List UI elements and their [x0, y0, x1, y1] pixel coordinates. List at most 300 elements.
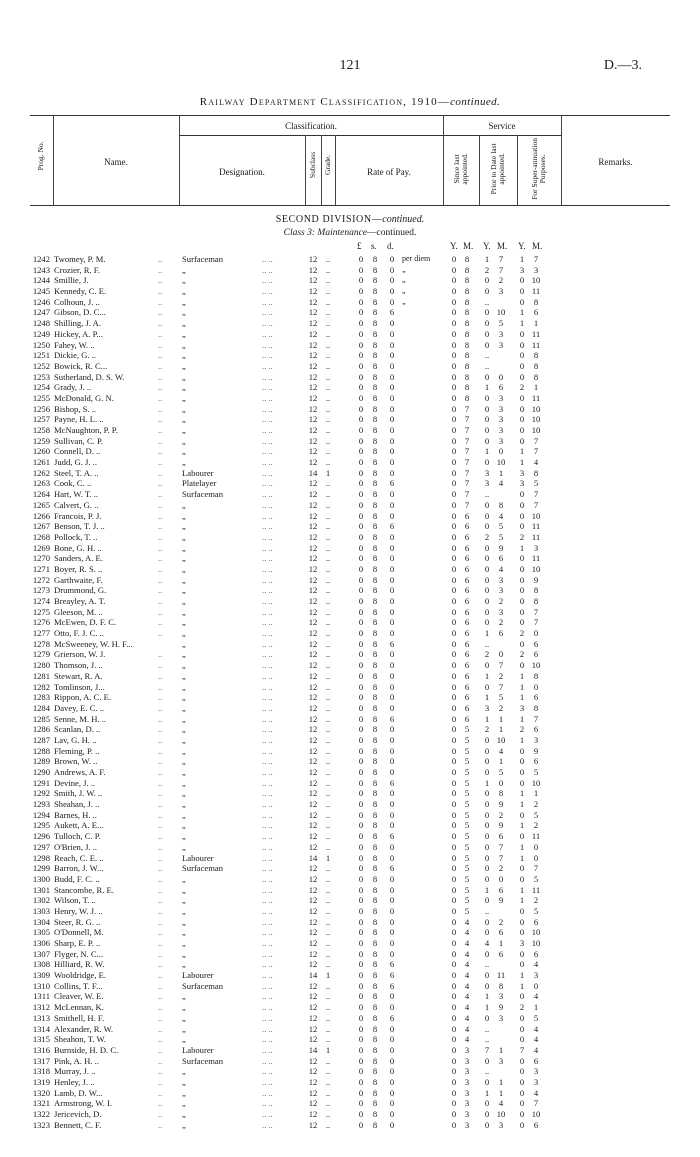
- cell-pay-shillings: 8: [372, 275, 378, 286]
- cell-pay-pounds: 0: [358, 809, 364, 820]
- cell-prior-months: 8: [498, 980, 504, 991]
- cell-super-years: 0: [519, 905, 525, 916]
- cell-subclass: 12: [308, 264, 318, 275]
- cell-designation: „: [182, 499, 186, 510]
- cell-prior-months: 6: [498, 884, 504, 895]
- cell-subclass: 12: [308, 841, 318, 852]
- cell-subclass: 12: [308, 638, 318, 649]
- cell-subclass: 12: [308, 1023, 318, 1034]
- cell-pay-shillings: 8: [372, 435, 378, 446]
- cell-super-months: 6: [533, 1119, 539, 1130]
- cell-since-years: 0: [451, 254, 457, 264]
- cell-pay-pounds: 0: [358, 756, 364, 767]
- table-row: [30, 307, 670, 318]
- cell-subclass: 12: [308, 275, 318, 286]
- cell-since-years: 0: [451, 692, 457, 703]
- cell-super-years: 0: [519, 916, 525, 927]
- cell-name: Colhoun, J. ..: [54, 296, 100, 307]
- cell-pay-pounds: 0: [358, 510, 364, 521]
- cell-prior-years: 0: [484, 1109, 490, 1119]
- cell-pay-shillings: 8: [372, 478, 378, 489]
- cell-super-years: 2: [519, 628, 525, 639]
- cell-subclass: 12: [308, 392, 318, 403]
- cell-super-years: 0: [519, 745, 525, 756]
- table-row: [30, 724, 670, 735]
- cell-since-years: 0: [451, 1034, 457, 1045]
- cell-grade: ..: [325, 457, 331, 468]
- cell-name: Grierson, W. J.: [54, 649, 106, 660]
- cell-name: McLennan, K.: [54, 1002, 104, 1013]
- cell-designation: „: [182, 660, 186, 671]
- cell-name: Andrews, A. F.: [54, 767, 106, 777]
- cell-leader-dots: .. ..: [262, 339, 273, 350]
- cell-grade: ..: [325, 531, 331, 542]
- cell-pay-pounds: 0: [358, 392, 364, 403]
- cell-prior-years: 0: [484, 970, 490, 981]
- cell-super-months: 8: [533, 596, 539, 606]
- cell-pay-pence: 6: [389, 1012, 395, 1023]
- cell-grade: ..: [325, 510, 331, 521]
- cell-grade: ..: [325, 307, 331, 318]
- cell-leader-dots: ..: [158, 254, 163, 264]
- cell-prog-no: 1315: [32, 1034, 50, 1045]
- cell-leader-dots: .. ..: [262, 553, 273, 564]
- cell-prior-years: 0: [484, 510, 490, 521]
- cell-since-months: 5: [464, 809, 470, 820]
- cell-designation: „: [182, 585, 186, 596]
- cell-prog-no: 1314: [32, 1023, 50, 1034]
- cell-leader-dots: ..: [158, 318, 163, 329]
- cell-name: McEwen, D. F. C.: [54, 617, 117, 628]
- cell-leader-dots: .. ..: [262, 307, 273, 318]
- cell-since-years: 0: [451, 1066, 457, 1077]
- cell-subclass: 12: [308, 756, 318, 767]
- cell-grade: ..: [325, 435, 331, 446]
- cell-pay-shillings: 8: [372, 542, 378, 553]
- cell-prog-no: 1306: [32, 938, 50, 948]
- cell-name: Calvert, G. ..: [54, 499, 99, 510]
- table-row: [30, 1024, 670, 1035]
- division-title-main: SECOND DIVISION—: [275, 214, 383, 225]
- cell-since-years: 0: [451, 831, 457, 842]
- table-row: [30, 1120, 670, 1131]
- table-row: [30, 1056, 670, 1067]
- cell-pay-pounds: 0: [358, 296, 364, 307]
- cell-leader-dots: ..: [158, 831, 163, 842]
- cell-pay-pounds: 0: [358, 1055, 364, 1066]
- cell-prior-years: 1: [484, 1002, 490, 1013]
- cell-since-months: 5: [464, 724, 470, 735]
- cell-leader-dots: ..: [158, 713, 163, 724]
- cell-pay-pounds: 0: [358, 360, 364, 371]
- cell-since-months: 6: [464, 649, 470, 660]
- cell-pay-pounds: 0: [358, 734, 364, 745]
- table-row: [30, 564, 670, 575]
- cell-leader-dots: ..: [158, 328, 163, 339]
- cell-super-months: 10: [531, 777, 541, 788]
- cell-leader-dots: ..: [158, 702, 163, 713]
- cell-leader-dots: ..: [158, 350, 163, 361]
- cell-pay-pence: 0: [389, 414, 395, 425]
- table-row: [30, 521, 670, 532]
- cell-subclass: 12: [308, 531, 318, 542]
- cell-subclass: 12: [308, 1109, 318, 1119]
- cell-pay-pounds: 0: [358, 692, 364, 703]
- cell-super-years: 0: [519, 414, 525, 425]
- cell-super-years: 0: [519, 521, 525, 532]
- cell-leader-dots: .. ..: [262, 435, 273, 446]
- cell-subclass: 12: [308, 927, 318, 938]
- cell-since-months: 7: [464, 435, 470, 446]
- cell-pay-pence: 0: [389, 425, 395, 435]
- cell-pay-pence: 0: [389, 670, 395, 681]
- cell-pay-pounds: 0: [358, 1119, 364, 1130]
- cell-grade: ..: [325, 660, 331, 671]
- cell-since-years: 0: [451, 970, 457, 981]
- cell-name: Tulloch, C. P.: [54, 831, 101, 842]
- cell-subclass: 12: [308, 777, 318, 788]
- cell-pay-pence: 0: [389, 841, 395, 852]
- cell-designation: „: [182, 670, 186, 681]
- cell-prior-years: 0: [484, 1012, 490, 1023]
- cell-pay-shillings: 8: [372, 660, 378, 671]
- cell-leader-dots: .. ..: [262, 927, 273, 938]
- cell-leader-dots: ..: [158, 574, 163, 585]
- cell-grade: ..: [325, 959, 331, 970]
- cell-pay-shillings: 8: [372, 1066, 378, 1077]
- cell-super-months: 7: [533, 863, 539, 874]
- cell-pay-pence: 0: [389, 1119, 395, 1130]
- cell-pay-shillings: 8: [372, 970, 378, 981]
- cell-prior-months: 4: [498, 1098, 504, 1109]
- staff-rows: [30, 254, 670, 1130]
- table-row: [30, 286, 670, 297]
- cell-prog-no: 1268: [32, 531, 50, 542]
- cell-super-years: 1: [519, 734, 525, 745]
- cell-pay-pence: 0: [389, 360, 395, 371]
- cell-pay-shillings: 8: [372, 425, 378, 435]
- cell-subclass: 12: [308, 425, 318, 435]
- cell-since-months: 4: [464, 991, 470, 1002]
- division-title-continued: continued.: [382, 214, 425, 225]
- cell-designation: „: [182, 531, 186, 542]
- cell-since-months: 6: [464, 531, 470, 542]
- cell-pay-shillings: 8: [372, 296, 378, 307]
- cell-prog-no: 1295: [32, 820, 50, 831]
- cell-since-months: 8: [464, 296, 470, 307]
- cell-super-months: 0: [533, 852, 539, 863]
- cell-prior-months: 3: [498, 286, 504, 297]
- cell-since-years: 0: [451, 852, 457, 863]
- cell-prior-months: 9: [498, 820, 504, 831]
- cell-designation: „: [182, 734, 186, 745]
- cell-prior-years: 1: [484, 991, 490, 1002]
- cell-since-months: 6: [464, 521, 470, 532]
- cell-prior-years: 0: [484, 1055, 490, 1066]
- cell-subclass: 12: [308, 339, 318, 350]
- cell-leader-dots: ..: [158, 1023, 163, 1034]
- cell-name: Drummond, G.: [54, 585, 107, 596]
- cell-grade: ..: [325, 478, 331, 489]
- cell-prog-no: 1294: [32, 809, 50, 820]
- cell-leader-dots: ..: [158, 296, 163, 307]
- cell-pay-shillings: 8: [372, 841, 378, 852]
- cell-prog-no: 1260: [32, 446, 50, 457]
- cell-pay-pence: 0: [389, 649, 395, 660]
- cell-leader-dots: ..: [158, 1034, 163, 1045]
- cell-super-months: 6: [533, 307, 539, 318]
- cell-pay-shillings: 8: [372, 1012, 378, 1023]
- cell-leader-dots: ..: [158, 360, 163, 371]
- cell-pay-pence: 0: [389, 799, 395, 810]
- cell-grade: ..: [325, 574, 331, 585]
- cell-pay-shillings: 8: [372, 307, 378, 318]
- table-row: [30, 906, 670, 917]
- cell-name: Pink, A. H. ..: [54, 1055, 99, 1066]
- cell-prior-months: 2: [498, 275, 504, 286]
- cell-prog-no: 1255: [32, 392, 50, 403]
- cell-super-years: 1: [519, 799, 525, 810]
- cell-grade: ..: [325, 318, 331, 329]
- cell-leader-dots: .. ..: [262, 724, 273, 735]
- cell-prior-years: 0: [484, 606, 490, 617]
- cell-leader-dots: .. ..: [262, 1066, 273, 1077]
- cell-prior-months: 3: [498, 414, 504, 425]
- cell-leader-dots: ..: [158, 1087, 163, 1098]
- cell-subclass: 12: [308, 1076, 318, 1087]
- cell-super-months: 3: [533, 1076, 539, 1087]
- cell-since-months: 3: [464, 1044, 470, 1055]
- cell-designation: Labourer: [182, 1044, 214, 1055]
- cell-super-months: 8: [533, 371, 539, 382]
- cell-pay-shillings: 8: [372, 489, 378, 500]
- cell-prior-years: 0: [484, 809, 490, 820]
- table-row: [30, 1066, 670, 1077]
- cell-prior-months: 1: [498, 1087, 504, 1098]
- table-row: [30, 810, 670, 821]
- cell-grade: ..: [325, 1066, 331, 1077]
- cell-grade: ..: [325, 767, 331, 777]
- cell-prior-years: 1: [484, 254, 490, 264]
- cell-super-months: 6: [533, 1055, 539, 1066]
- cell-super-months: 8: [533, 360, 539, 371]
- cell-super-years: 0: [519, 1034, 525, 1045]
- class-line-label: Class 3: Maintenance: [283, 228, 368, 238]
- cell-designation: „: [182, 938, 186, 948]
- header-top-rule: [30, 115, 670, 116]
- cell-prior-months: 1: [498, 1076, 504, 1087]
- cell-prior-years: ..: [484, 905, 490, 916]
- cell-prior-months: 10: [496, 734, 506, 745]
- cell-super-years: 1: [519, 307, 525, 318]
- table-row: [30, 329, 670, 340]
- cell-leader-dots: .. ..: [262, 254, 273, 264]
- cell-prior-years: ..: [484, 296, 490, 307]
- cell-subclass: 12: [308, 991, 318, 1002]
- cell-since-months: 8: [464, 360, 470, 371]
- cell-prior-years: 0: [484, 617, 490, 628]
- cell-leader-dots: .. ..: [262, 959, 273, 970]
- cell-pay-pounds: 0: [358, 649, 364, 660]
- cell-name: McSweeney, W. H. F...: [54, 638, 133, 649]
- cell-pay-pounds: 0: [358, 873, 364, 884]
- cell-prog-no: 1310: [32, 980, 50, 991]
- cell-leader-dots: ..: [158, 1109, 163, 1119]
- cell-pay-pence: 0: [389, 724, 395, 735]
- cell-grade: ..: [325, 360, 331, 371]
- cell-prog-no: 1323: [32, 1119, 50, 1130]
- cell-pay-shillings: 8: [372, 788, 378, 799]
- cell-pay-shillings: 8: [372, 392, 378, 403]
- cell-leader-dots: .. ..: [262, 873, 273, 884]
- cell-subclass: 12: [308, 1098, 318, 1109]
- cell-leader-dots: .. ..: [262, 1002, 273, 1013]
- cell-super-months: 11: [531, 521, 541, 532]
- cell-prog-no: 1270: [32, 553, 50, 564]
- cell-pay-pounds: 0: [358, 1044, 364, 1055]
- cell-prior-months: 6: [498, 948, 504, 959]
- cell-prog-no: 1290: [32, 767, 50, 777]
- cell-super-months: 2: [533, 895, 539, 906]
- cell-leader-dots: ..: [158, 670, 163, 681]
- cell-prog-no: 1266: [32, 510, 50, 521]
- cell-prior-years: 0: [484, 799, 490, 810]
- cell-pay-pounds: 0: [358, 542, 364, 553]
- cell-leader-dots: ..: [158, 660, 163, 671]
- cell-since-years: 0: [451, 446, 457, 457]
- cell-super-months: 4: [533, 991, 539, 1002]
- cell-pay-pounds: 0: [358, 895, 364, 906]
- cell-since-months: 3: [464, 1098, 470, 1109]
- cell-grade: ..: [325, 777, 331, 788]
- cell-prior-months: 7: [498, 852, 504, 863]
- cell-prior-months: 0: [498, 873, 504, 884]
- cell-name: Henry, W. J. ..: [54, 905, 103, 916]
- cell-super-months: 10: [531, 660, 541, 671]
- cell-leader-dots: ..: [158, 510, 163, 521]
- cell-leader-dots: .. ..: [262, 948, 273, 959]
- cell-super-years: 0: [519, 1087, 525, 1098]
- cell-leader-dots: .. ..: [262, 563, 273, 574]
- cell-super-years: 0: [519, 660, 525, 671]
- cell-subclass: 12: [308, 745, 318, 756]
- cell-name: Alexander, R. W.: [54, 1023, 114, 1034]
- cell-leader-dots: ..: [158, 286, 163, 297]
- cell-pay-pence: 0: [389, 681, 395, 692]
- cell-pay-pounds: 0: [358, 1087, 364, 1098]
- cell-prog-no: 1304: [32, 916, 50, 927]
- cell-since-months: 6: [464, 660, 470, 671]
- cell-subclass: 12: [308, 681, 318, 692]
- cell-pay-pounds: 0: [358, 980, 364, 991]
- cell-pay-shillings: 8: [372, 254, 378, 264]
- header-superannuation: For Super-annuation Purposes.: [530, 138, 547, 200]
- cell-prog-no: 1263: [32, 478, 50, 489]
- cell-super-months: 5: [533, 873, 539, 884]
- cell-prog-no: 1305: [32, 927, 50, 938]
- table-row: [30, 831, 670, 842]
- cell-pay-pence: 0: [389, 264, 395, 275]
- cell-since-years: 0: [451, 275, 457, 286]
- table-row: [30, 436, 670, 447]
- cell-prior-years: 0: [484, 457, 490, 468]
- cell-pay-shillings: 8: [372, 339, 378, 350]
- cell-since-months: 5: [464, 734, 470, 745]
- cell-prior-months: 9: [498, 1002, 504, 1013]
- cell-prior-months: 7: [498, 660, 504, 671]
- table-row: [30, 735, 670, 746]
- cell-pay-shillings: 8: [372, 884, 378, 895]
- cell-leader-dots: .. ..: [262, 638, 273, 649]
- cell-leader-dots: ..: [158, 649, 163, 660]
- cell-since-months: 8: [464, 392, 470, 403]
- cell-leader-dots: .. ..: [262, 863, 273, 874]
- cell-super-years: 1: [519, 970, 525, 981]
- cell-since-years: 0: [451, 788, 457, 799]
- cell-since-months: 6: [464, 617, 470, 628]
- cell-grade: ..: [325, 788, 331, 799]
- cell-super-years: 3: [519, 478, 525, 489]
- cell-pay-pence: 6: [389, 478, 395, 489]
- cell-pay-shillings: 8: [372, 1119, 378, 1130]
- unit-pound: £: [357, 241, 362, 251]
- cell-pay-shillings: 8: [372, 1098, 378, 1109]
- unit-prior-months: M.: [497, 241, 508, 251]
- cell-pay-pence: 0: [389, 574, 395, 585]
- cell-pay-pounds: 0: [358, 970, 364, 981]
- cell-prior-years: 0: [484, 339, 490, 350]
- cell-name: Garthwaite, F.: [54, 574, 103, 585]
- cell-super-months: 7: [533, 435, 539, 446]
- cell-grade: ..: [325, 1109, 331, 1119]
- cell-leader-dots: .. ..: [262, 713, 273, 724]
- cell-prog-no: 1311: [33, 991, 50, 1002]
- cell-pay-pence: 0: [389, 457, 395, 468]
- cell-leader-dots: ..: [158, 628, 163, 639]
- cell-super-years: 0: [519, 1098, 525, 1109]
- cell-leader-dots: .. ..: [262, 756, 273, 767]
- cell-super-months: 10: [531, 275, 541, 286]
- cell-grade: ..: [325, 606, 331, 617]
- cell-prior-months: 3: [498, 574, 504, 585]
- cell-leader-dots: ..: [158, 1119, 163, 1130]
- table-row: [30, 404, 670, 415]
- cell-super-years: 0: [519, 596, 525, 606]
- cell-pay-shillings: 8: [372, 927, 378, 938]
- cell-name: Fahey, W. ..: [54, 339, 95, 350]
- cell-pay-pence: 0: [389, 296, 395, 307]
- cell-since-years: 0: [451, 617, 457, 628]
- cell-designation: „: [182, 457, 186, 468]
- cell-prior-months: 0: [498, 649, 504, 660]
- cell-designation: „: [182, 1066, 186, 1077]
- cell-pay-pence: 0: [389, 328, 395, 339]
- cell-name: Reach, C. E. ..: [54, 852, 104, 863]
- cell-pay-pence: 0: [389, 392, 395, 403]
- cell-super-years: 1: [519, 852, 525, 863]
- cell-subclass: 12: [308, 959, 318, 970]
- cell-leader-dots: .. ..: [262, 446, 273, 457]
- cell-since-months: 5: [464, 756, 470, 767]
- cell-subclass: 12: [308, 863, 318, 874]
- table-row: [30, 265, 670, 276]
- cell-pay-pounds: 0: [358, 863, 364, 874]
- cell-leader-dots: ..: [158, 1055, 163, 1066]
- cell-prior-years: ..: [484, 959, 490, 970]
- cell-prior-years: 0: [484, 948, 490, 959]
- cell-subclass: 12: [308, 510, 318, 521]
- cell-name: Lamb, D. W...: [54, 1087, 103, 1098]
